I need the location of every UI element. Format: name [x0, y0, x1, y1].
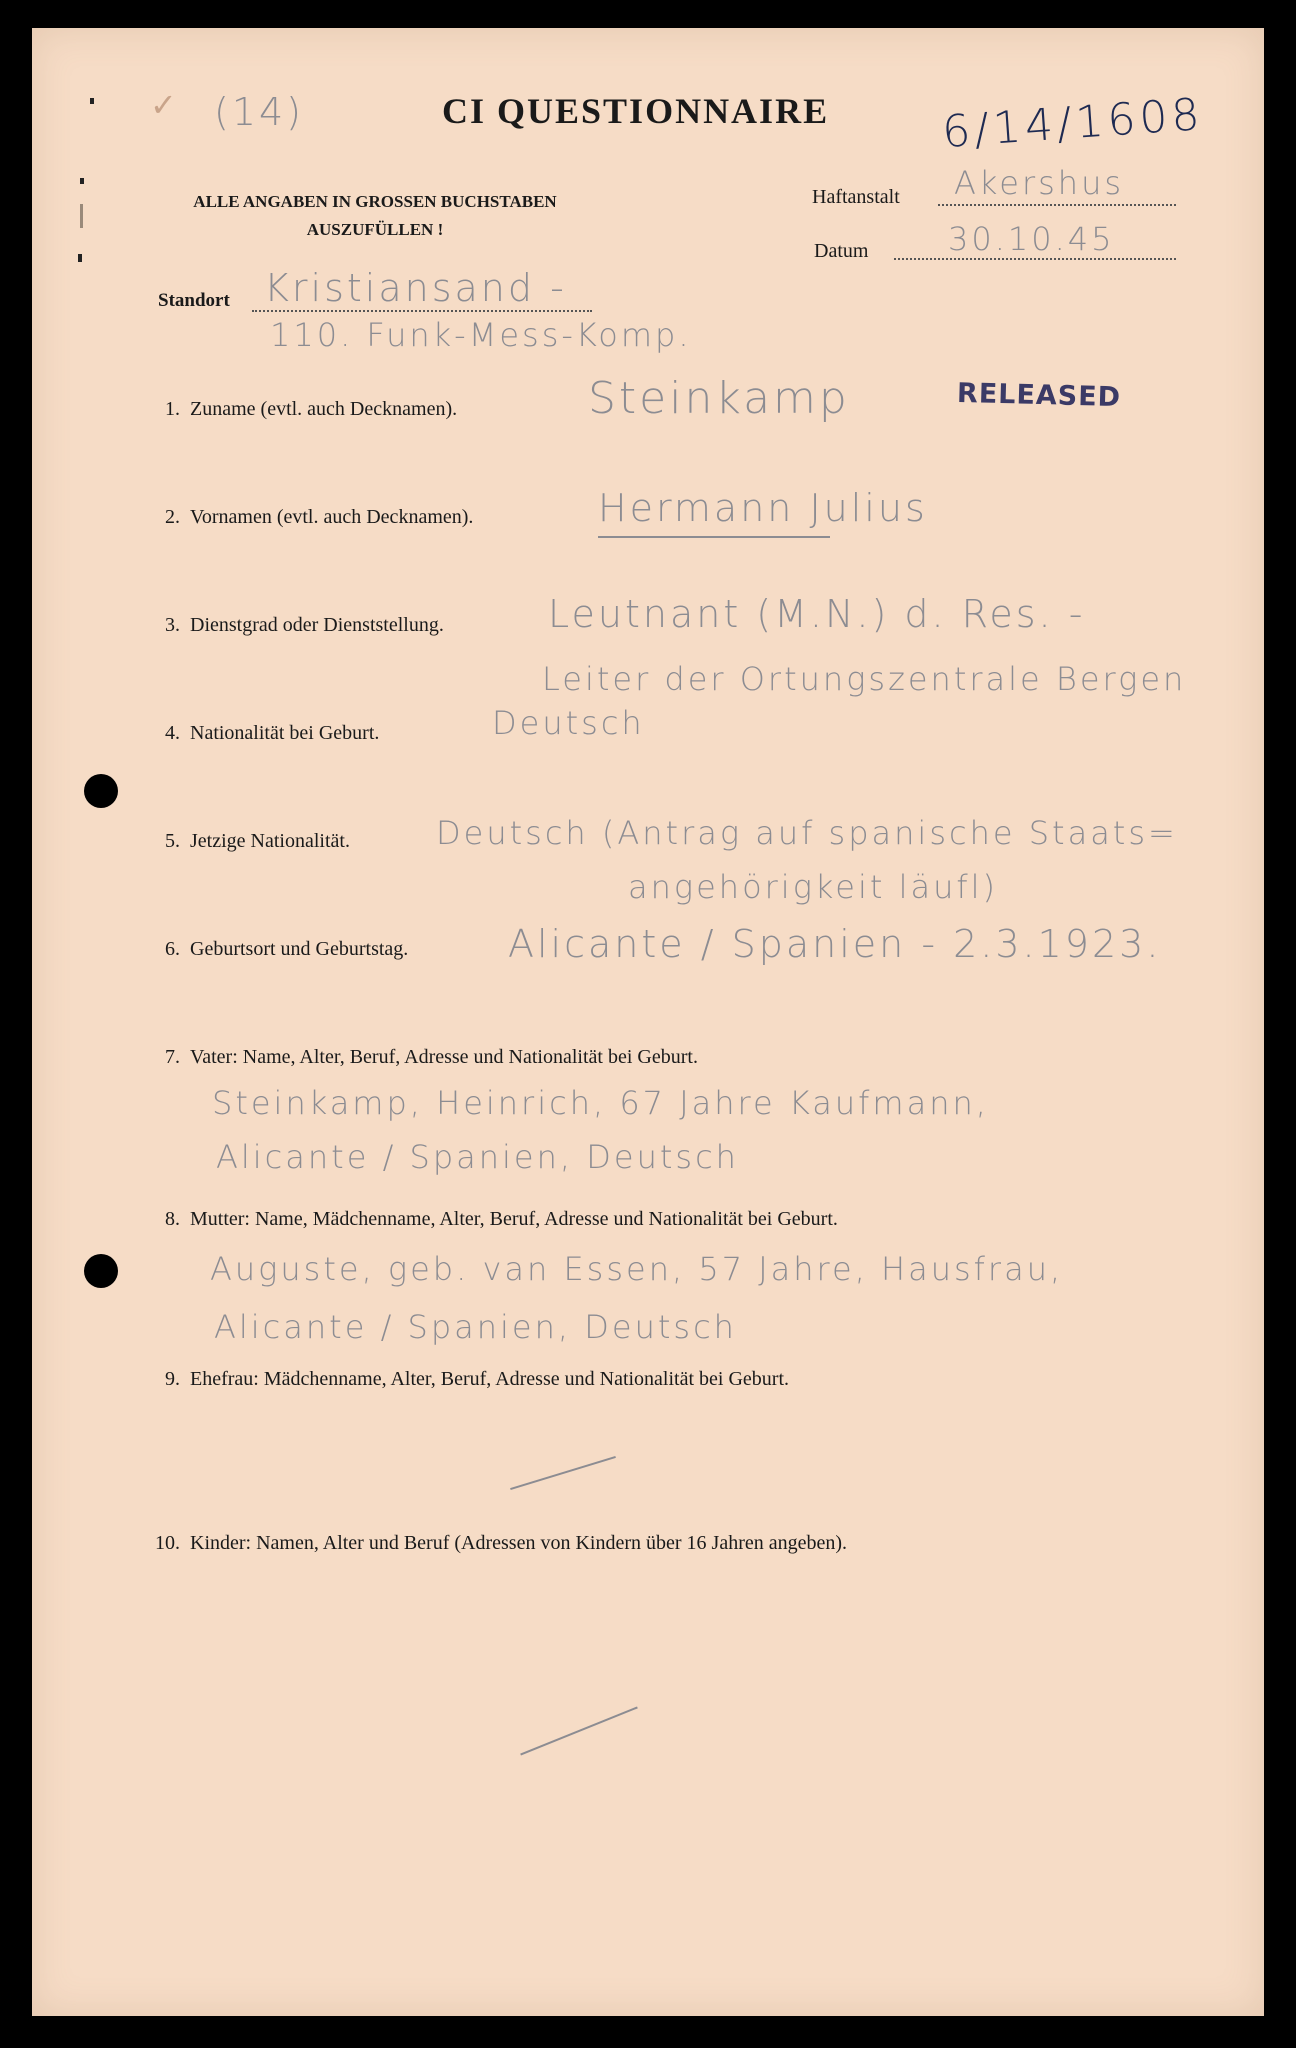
question-6-answer: Alicante / Spanien - 2.3.1923.: [508, 922, 1162, 966]
question-7-answer-line-1: Steinkamp, Heinrich, 67 Jahre Kaufmann,: [212, 1084, 989, 1122]
question-8-label: 8. Mutter: Name, Mädchenname, Alter, Beruf, Adresse und Nationalität bei Geburt.: [165, 1208, 838, 1230]
question-3-label: 3. Dienstgrad oder Dienststellung.: [165, 614, 444, 636]
standort-line: [252, 310, 592, 312]
questionnaire-page: [32, 28, 1264, 2016]
question-3-answer-line-2: Leiter der Ortungszentrale Bergen: [542, 660, 1187, 698]
haftanstalt-line: [938, 204, 1176, 206]
margin-mark: [90, 98, 94, 104]
haftanstalt-value: Akershus: [954, 164, 1125, 202]
question-2-label: 2. Vornamen (evtl. auch Decknamen).: [165, 506, 474, 528]
question-1-answer: Steinkamp: [588, 373, 850, 424]
question-7-label: 7. Vater: Name, Alter, Beruf, Adresse und Nationalität bei Geburt.: [165, 1046, 698, 1068]
standort-line-2: 110. Funk-Mess-Komp.: [270, 316, 692, 354]
datum-label: Datum: [814, 240, 869, 262]
standort-line-1: Kristiansand -: [264, 266, 567, 310]
question-10-label: 10. Kinder: Namen, Alter und Beruf (Adressen von Kindern über 16 Jahren angeben).: [155, 1532, 848, 1554]
question-4-answer: Deutsch: [492, 704, 645, 742]
question-6-label: 6. Geburtsort und Geburtstag.: [165, 938, 409, 960]
notice-line-1: ALLE ANGABEN IN GROSSEN BUCHSTABEN: [193, 192, 557, 211]
question-7-answer-line-2: Alicante / Spanien, Deutsch: [216, 1138, 739, 1176]
file-number: 6/14/1608: [940, 88, 1206, 159]
question-8-answer-line-2: Alicante / Spanien, Deutsch: [214, 1308, 737, 1346]
standort-label: Standort: [158, 290, 230, 311]
question-4-label: 4. Nationalität bei Geburt.: [165, 722, 380, 744]
answer-underline: [598, 536, 830, 538]
punch-hole: [84, 1254, 118, 1288]
datum-line: [894, 258, 1176, 260]
question-10-strike-mark: [520, 1706, 638, 1755]
question-5-label: 5. Jetzige Nationalität.: [165, 830, 350, 852]
question-1-label: 1. Zuname (evtl. auch Decknamen).: [165, 398, 458, 420]
margin-mark: [78, 254, 82, 262]
question-5-answer-line-1: Deutsch (Antrag auf spanische Staats=: [436, 814, 1178, 852]
margin-mark: [80, 178, 84, 184]
question-9-label: 9. Ehefrau: Mädchenname, Alter, Beruf, Adresse und Nationalität bei Geburt.: [165, 1368, 790, 1390]
corner-note: (14): [214, 90, 305, 134]
question-9-strike-mark: [510, 1456, 616, 1490]
check-mark-icon: ✓: [150, 86, 180, 124]
question-3-answer-line-1: Leutnant (M.N.) d. Res. -: [548, 592, 1086, 636]
haftanstalt-label: Haftanstalt: [812, 186, 900, 208]
datum-value: 30.10.45: [948, 220, 1115, 258]
question-5-answer-line-2: angehörigkeit läufl): [628, 868, 998, 906]
margin-mark: [80, 204, 83, 228]
notice-line-2: AUSZUFÜLLEN !: [306, 220, 444, 239]
released-stamp: RELEASED: [956, 377, 1122, 414]
page-title: CI QUESTIONNAIRE: [442, 91, 830, 131]
question-8-answer-line-1: Auguste, geb. van Essen, 57 Jahre, Hausfrau,: [210, 1250, 1064, 1288]
instruction-notice: [150, 188, 600, 244]
question-2-answer: Hermann Julius: [598, 486, 928, 530]
punch-hole: [84, 774, 118, 808]
